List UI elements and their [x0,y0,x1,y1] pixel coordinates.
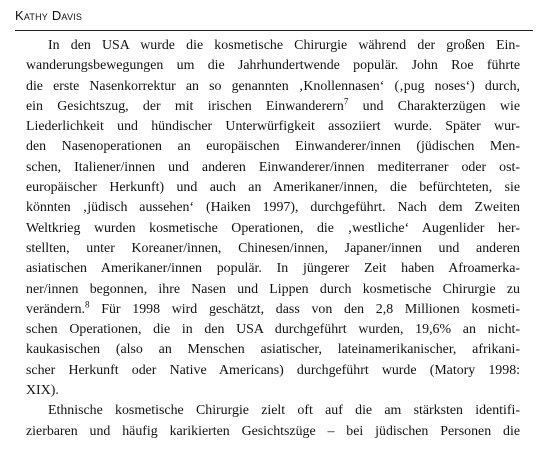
text-line: In den USA wurde die kosmetische Chirurgie während der großen Ein- [48,38,520,53]
paragraph-2 [26,401,520,442]
text-line: könnten ‚jüdisch aussehen‘ (Haiken 1997), durchgeführt. Nach dem Zweiten [26,200,520,216]
header-rule [15,30,533,31]
text-line: zierbaren und häufig karikierten Gesichtszüge – bei jüdischen Personen die [26,423,520,439]
running-head: Kathy Davis [15,8,83,23]
text-line: asiatischen Amerikaner/innen populär. In jüngerer Zeit haben Afroamerka- [26,261,520,277]
text-line: scher Herkunft oder Native Americans) durchgeführt wurde (Matory 1998: [26,362,520,378]
text-line: den Nasenoperationen an europäischen Einwanderer/innen (jüdischen Men- [26,139,520,155]
text-line [26,97,520,117]
text-line: schen Operationen, die in den USA durchgeführt wurden, 19,6% an nicht- [26,322,520,338]
text-fragment: Für 1998 wird geschätzt, dass von den 2,8 Millionen kosmeti- [89,301,520,317]
text-fragment: ein Gesichtszug, der mit irischen Einwanderern [26,98,344,114]
text-line: Liederlichkeit und hündischer Unterwürfigkeit assoziiert wurde. Später wur- [26,119,520,135]
text-line: kaukasischen (also an Menschen asiatischer, lateinamerikanischer, afrikani- [26,342,520,358]
paragraph-1 [26,36,520,401]
footnote-marker-7: 7 [343,96,349,107]
text-line: XIX). [26,383,59,399]
text-line: schen, Italiener/innen und anderen Einwanderer/innen mediterraner oder ost- [26,159,520,175]
text-line: ner/innen begonnen, ihre Nasen und Lippen durch kosmetische Chirurgie zu [26,281,520,297]
text-line: Ethnische kosmetische Chirurgie zielt oft auf die am stärksten identifi- [48,403,520,419]
footnote-marker-8: 8 [85,299,90,310]
text-line: europäischer Herkunft) und auch an Amerikaner/innen, die befürchteten, sie [26,180,520,196]
text-fragment: und Charakterzügen wie [348,98,520,114]
text-line: wanderungsbewegungen um die Jahrhundertwende populär. John Roe führte [26,58,520,74]
text-line: die erste Nasenkorrektur an so genannten ‚Knollennasen‘ (‚pug noses‘) durch, [26,78,520,94]
text-line [26,300,520,320]
text-fragment: verändern. [26,301,86,317]
text-line: stellten, unter Koreaner/innen, Chinesen/innen, Japaner/innen und anderen [26,240,520,256]
text-line: Weltkrieg wurden kosmetische Operationen, die ‚westliche‘ Augenlider her- [26,220,520,236]
body-text [26,36,520,442]
